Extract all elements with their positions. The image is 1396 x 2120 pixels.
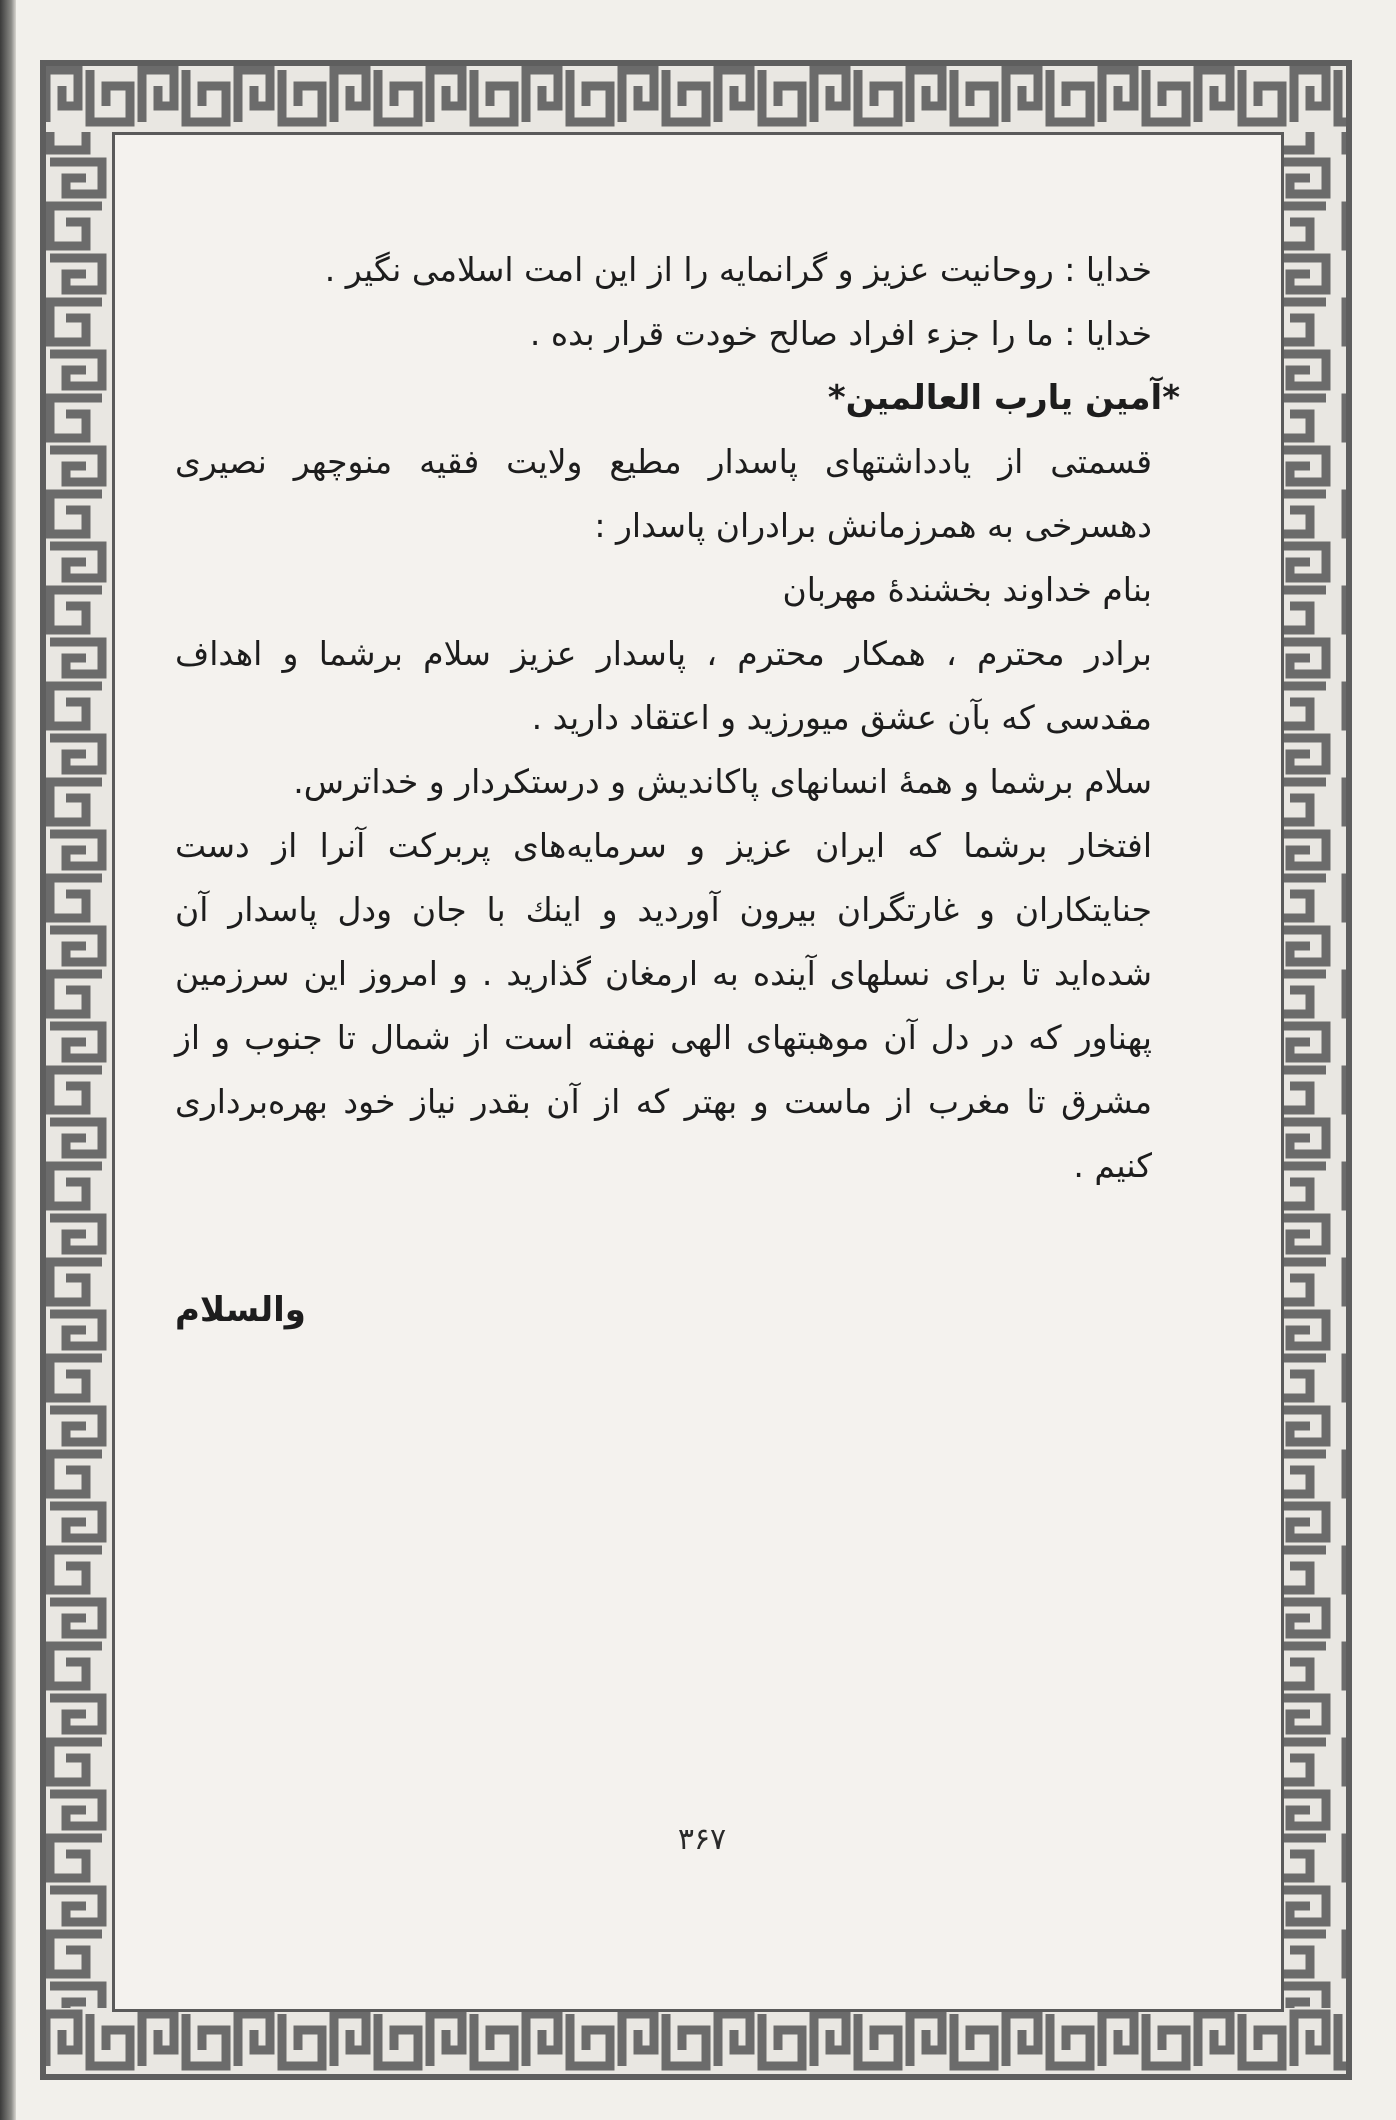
paragraph-pride: افتخار برشما که ایران عزیز و سرمایه‌های پربرکت آنرا از دست جنایتکاران و غارتگران بیرون آوردید و اینك با جان ودل پاسدار آن شده‌اید تا برای نسلهای آینده به ارمغان گذارید . و امروز این سرزمین پهناور که در دل آن موهبتهای الهی نهفته است از شمال تا جنوب و از مشرق تا مغرب از ماست و بهتر که از آن بقدر نیاز خود بهره‌برداری کنیم .: [175, 826, 1152, 1185]
prayer-line-1: خدایا : روحانیت عزیز و گرانمایه را از این امت اسلامی نگیر .: [324, 250, 1152, 289]
amen-heading: *آمین یارب العالمین*: [827, 378, 1180, 418]
page-number: ۳۶۷: [677, 1822, 727, 1857]
intro-paragraph: قسمتی از یادداشتهای پاسدار مطیع ولایت فقیه منوچهر نصیری دهسرخی به همرزمانش برادران پاسدار :: [175, 442, 1152, 545]
prayer-line-2: خدایا : ما را جزء افراد صالح خودت قرار بده .: [529, 314, 1152, 353]
book-spine-shadow: [0, 0, 16, 2120]
closing-signoff: والسلام: [175, 1290, 306, 1330]
bismillah-line: بنام خداوند بخشندهٔ مهربان: [782, 570, 1152, 609]
paragraph-salutation: سلام برشما و همهٔ انسانهای پاکاندیش و درستکردار و خداترس.: [293, 762, 1152, 801]
paragraph-greeting: برادر محترم ، همکار محترم ، پاسدار عزیز سلام برشما و اهداف مقدسی که بآن عشق میورزید و اعتقاد دارید .: [175, 634, 1152, 737]
letter-text: [175, 238, 1200, 1198]
